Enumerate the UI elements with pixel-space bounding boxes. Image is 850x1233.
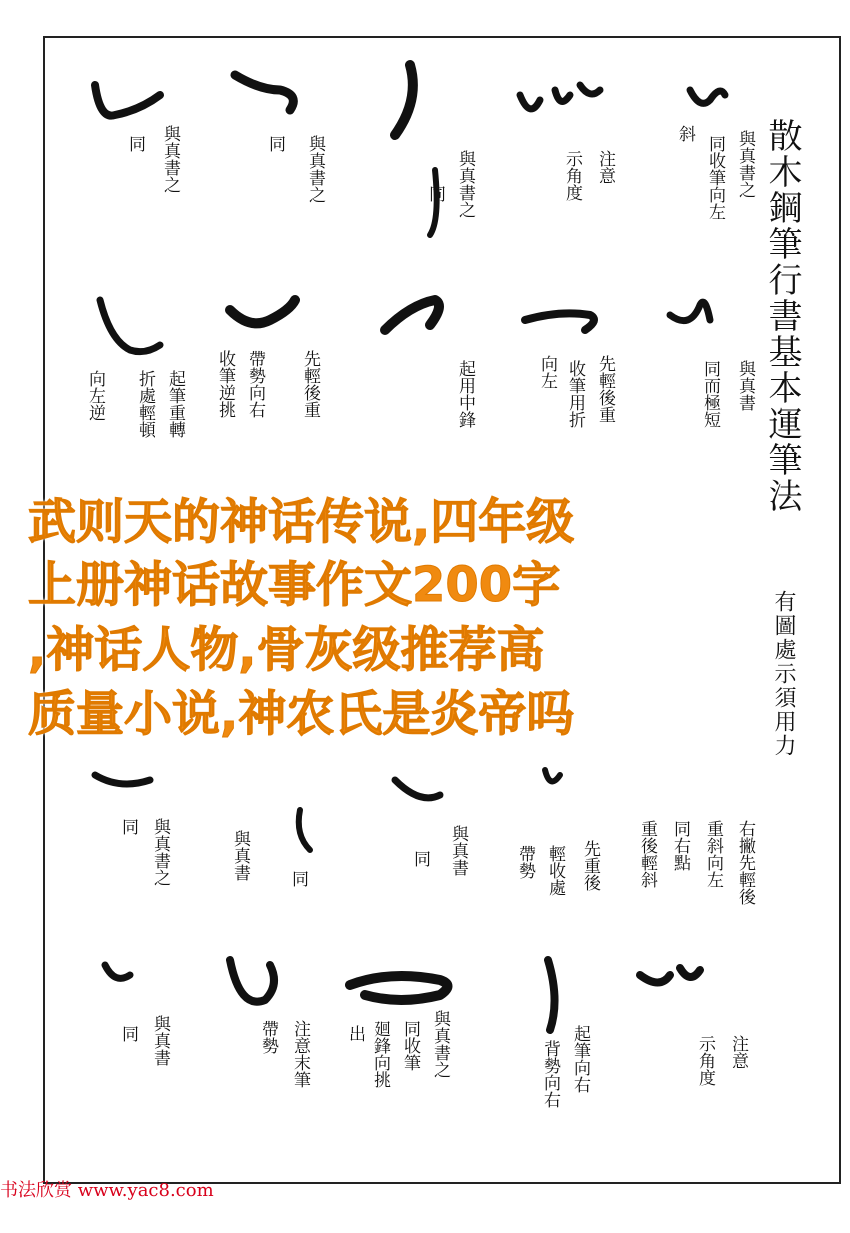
stroke-loop-17 [230, 960, 274, 1002]
annotation-r5c7: 同收筆 [400, 1020, 420, 1071]
annotation-r4c2: 與真書之 [150, 818, 170, 886]
annotation-r5c9: 背勢向右 [540, 1040, 560, 1108]
annotation-r5c5: 出 [345, 1025, 365, 1042]
sheet-note: 有圖處示須用力 [771, 590, 796, 758]
annotation-r2c7: 起用中鋒 [455, 360, 475, 428]
annotation-r2c8: 向左 [537, 355, 557, 389]
stroke-sweep-13 [395, 780, 440, 798]
stroke-rise-9 [525, 313, 594, 330]
annotation-r1c2: 與真書之 [160, 125, 180, 193]
annotation-r5c4: 注意末筆 [290, 1020, 310, 1088]
stroke-sweep-12 [95, 775, 150, 784]
annotation-r4c11: 同右點 [670, 820, 690, 871]
annotation-r4c10: 重後輕斜 [637, 820, 657, 888]
annotation-r5c12: 注意 [728, 1035, 748, 1069]
stroke-long-18 [350, 976, 448, 1000]
annotation-r2c6: 先輕後重 [300, 350, 320, 418]
annotation-r1c4: 與真書之 [305, 135, 325, 203]
annotation-r4c4: 與真書 [448, 825, 468, 876]
stroke-hook-5 [690, 90, 725, 103]
annotation-r2c11: 同而極短 [700, 360, 720, 428]
stroke-slant-3 [395, 65, 413, 135]
annotation-r4c13: 右撇先輕後 [735, 820, 755, 905]
sheet-title: 散木鋼筆行書基本運筆法 [762, 118, 802, 514]
stroke-turn-10 [670, 302, 710, 320]
annotation-r5c8: 與真書之 [430, 1010, 450, 1078]
annotation-r4c12: 重斜向左 [703, 820, 723, 888]
stroke-dot-1 [95, 85, 160, 116]
annotation-r5c3: 帶勢 [258, 1020, 278, 1054]
annotation-r4c7: 帶勢 [515, 845, 535, 879]
annotation-r1c10: 同收筆向左 [705, 135, 725, 220]
annotation-r5c1: 同 [118, 1025, 138, 1042]
annotation-r4c9: 先重後 [580, 840, 600, 891]
annotation-r2c10: 先輕後重 [595, 355, 615, 423]
stroke-dot-7 [230, 300, 295, 323]
overlay-line-4: 质量小说,神农氏是炎帝吗 [28, 686, 575, 742]
annotation-r1c9: 斜 [675, 125, 695, 142]
stroke-dots-4 [520, 85, 600, 109]
annotation-r4c1: 同 [118, 818, 138, 835]
annotation-r2c4: 收筆逆挑 [215, 350, 235, 418]
annotation-r2c1: 向左逆 [85, 370, 105, 421]
overlay-line-2: 上册神话故事作文200字 [28, 557, 561, 613]
annotation-r1c5: 同 [425, 185, 445, 202]
annotation-r4c3: 同 [288, 870, 308, 887]
stroke-dots-20 [640, 968, 700, 983]
stroke-pie-16 [105, 965, 130, 978]
stroke-vertical-6 [100, 300, 160, 352]
annotation-r1c11: 與真書之 [735, 130, 755, 198]
annotation-r5c11: 示角度 [695, 1035, 715, 1086]
annotation-r1c7: 示角度 [562, 150, 582, 201]
annotation-r1c1: 同 [125, 135, 145, 152]
annotation-r4c6: 與真書 [230, 830, 250, 881]
site-watermark: 书法欣赏 www.yac8.com [0, 1180, 214, 1201]
stroke-dot-15 [299, 810, 310, 850]
overlay-line-1: 武则天的神话传说,四年级 [28, 494, 575, 550]
stroke-hook-2 [235, 75, 293, 110]
stroke-hook-11 [430, 170, 437, 235]
annotation-r1c6: 與真書之 [455, 150, 475, 218]
annotation-r1c8: 注意 [595, 150, 615, 184]
annotation-r4c8: 輕收處 [545, 845, 565, 896]
annotation-r5c2: 與真書 [150, 1015, 170, 1066]
stroke-curve-14 [545, 770, 560, 781]
annotation-r4c5: 同 [410, 850, 430, 867]
annotation-r5c10: 起筆向右 [570, 1025, 590, 1093]
annotation-r2c12: 與真書 [735, 360, 755, 411]
stroke-left-8 [385, 300, 439, 330]
annotation-r2c5: 帶勢向右 [245, 350, 265, 418]
overlay-line-3: ,神话人物,骨灰级推荐高 [28, 622, 545, 678]
annotation-r1c3: 同 [265, 135, 285, 152]
annotation-r5c6: 廻鋒向挑 [370, 1020, 390, 1088]
annotation-r2c3: 折處輕頓 [135, 370, 155, 438]
annotation-r2c2: 起筆重轉 [165, 370, 185, 438]
annotation-r2c9: 收筆用折 [565, 360, 585, 428]
stroke-vertical-19 [548, 960, 555, 1030]
